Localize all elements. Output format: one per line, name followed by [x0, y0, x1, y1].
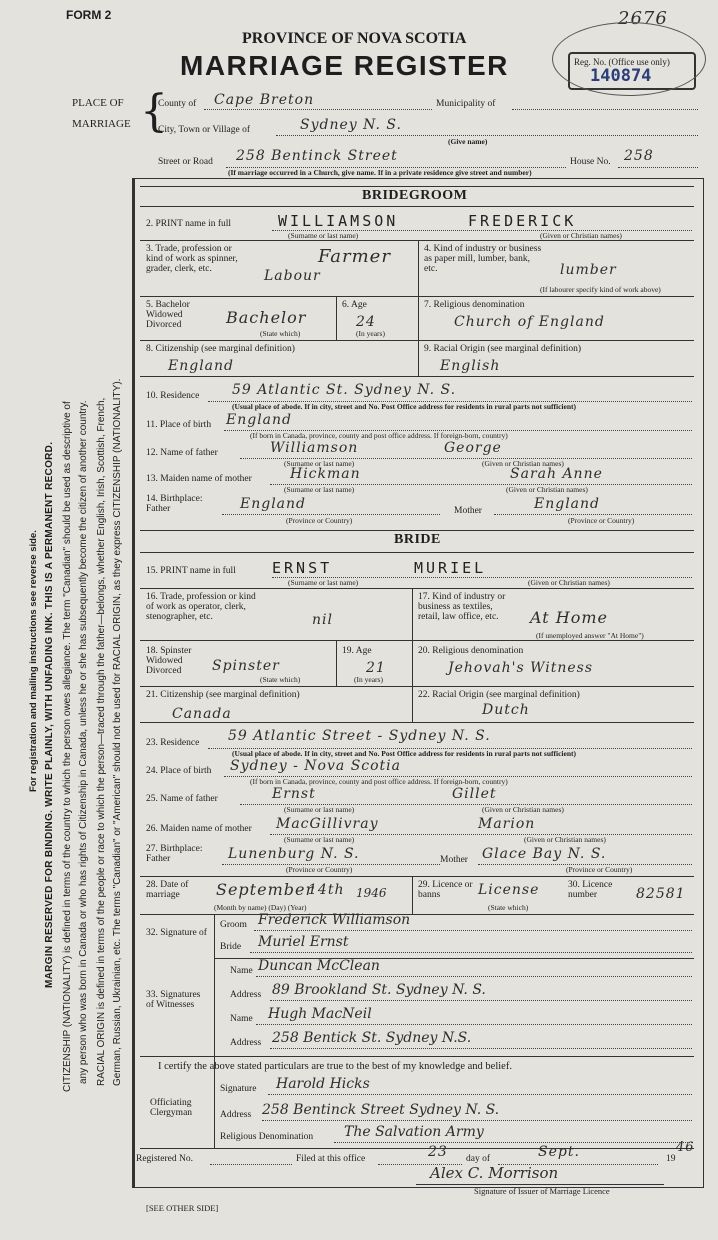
bride-given: MURIEL [414, 559, 487, 577]
reg-number-label: Reg. No. (Office use only) [574, 57, 670, 67]
groom-status-label: 5. Bachelor Widowed Divorced [146, 300, 190, 330]
groom-mother-bp-caption: (Province or Country) [568, 516, 635, 525]
groom-father-label: 12. Name of father [146, 448, 218, 458]
bride-father-given-caption: (Given or Christian names) [482, 805, 564, 814]
bride-racial-label: 22. Racial Origin (see marginal definition) [418, 690, 580, 700]
bride-mother-bp-caption: (Province or Country) [566, 865, 633, 874]
groom-father-surname-caption: (Surname or last name) [284, 459, 355, 468]
licence-label: 29. Licence or banns [418, 880, 473, 900]
bride-birthplace: Sydney - Nova Scotia [230, 758, 401, 774]
witness-label: 33. Signatures of Witnesses [146, 990, 201, 1010]
bride-age: 21 [366, 660, 386, 676]
issuer-signature: Alex C. Morrison [430, 1164, 559, 1182]
groom-birthplace-caption: (If born in Canada, province, county and post office address. If foreign-born, country) [250, 431, 508, 440]
clergy-signature: Harold Hicks [276, 1076, 370, 1092]
street-label: Street or Road [158, 157, 213, 167]
clergy-label: Officiating Clergyman [150, 1098, 193, 1118]
bride-surname: ERNST [272, 559, 333, 577]
filed-label: Filed at this office [296, 1154, 366, 1164]
groom-parents-birthplace-label: 14. Birthplace: Father [146, 494, 203, 514]
marriage-year: 1946 [356, 886, 387, 900]
w1-address: 89 Brookland St. Sydney N. S. [272, 982, 486, 998]
year-suffix: 46 [676, 1140, 695, 1155]
bride-industry: At Home [530, 608, 609, 627]
margin-racial-def-2: German, Russian, Ukrainian, etc. The terms "Canadian" or "American" should not be used for RACIAL ORIGIN, as they express CITIZENSHIP (NATIONALITY). [112, 378, 123, 1086]
registered-label: Registered No. [136, 1154, 193, 1164]
issuer-caption: Signature of Issuer of Marriage Licence [474, 1186, 610, 1196]
groom-given: FREDERICK [468, 212, 577, 230]
street-value: 258 Bentinck Street [236, 148, 398, 164]
groom-trade-label: 3. Trade, profession or kind of work as spinner, grader, clerk, etc. [146, 244, 238, 274]
bride-father-bp-caption: (Province or Country) [286, 865, 353, 874]
bride-age-label: 19. Age [342, 646, 372, 656]
year-prefix: 19 [666, 1154, 676, 1164]
groom-age-caption: (In years) [356, 329, 385, 338]
bride-mother-surname: MacGillivray [276, 816, 379, 832]
groom-sig-label: Groom [220, 920, 247, 930]
bride-father-surname: Ernst [272, 786, 316, 802]
certify-text: I certify the above stated particulars are true to the best of my knowledge and belief. [158, 1061, 512, 1072]
groom-religion-label: 7. Religious denomination [424, 300, 525, 310]
groom-status-caption: (State which) [260, 329, 301, 338]
bride-father-label: 25. Name of father [146, 794, 218, 804]
groom-age: 24 [356, 314, 376, 330]
municipality-label: Municipality of [436, 99, 496, 109]
bride-mother-given: Marion [478, 816, 536, 832]
bride-status: Spinster [212, 658, 280, 674]
groom-father-given: George [444, 440, 502, 456]
groom-surname: WILLIAMSON [278, 212, 399, 230]
marriage-month: September [216, 880, 315, 899]
groom-mother-given-caption: (Given or Christian names) [506, 485, 588, 494]
register-title: MARRIAGE REGISTER [180, 50, 509, 81]
clergy-sig-label: Signature [220, 1084, 257, 1094]
bride-racial: Dutch [482, 702, 530, 718]
groom-father-birthplace: England [240, 496, 307, 512]
clergy-address-label: Address [220, 1110, 252, 1120]
bride-religion-label: 20. Religious denomination [418, 646, 524, 656]
groom-residence-caption: (Usual place of abode. If in city, street and No. Post Office address for residents in rural parts not sufficient) [232, 402, 577, 411]
church-note: (If marriage occurred in a Church, give name. If in a private residence give street and number) [228, 168, 532, 177]
house-value: 258 [624, 148, 654, 164]
bride-mother-birthplace: Glace Bay N. S. [482, 846, 607, 862]
groom-mother-surname-caption: (Surname or last name) [284, 485, 355, 494]
bride-status-label: 18. Spinster Widowed Divorced [146, 646, 192, 676]
groom-citizenship: England [168, 358, 235, 374]
date-caption: (Month by name) (Day) (Year) [214, 903, 307, 912]
bride-industry-label: 17. Kind of industry or business as textiles, retail, law office, etc. [418, 592, 506, 622]
bride-mother-bp-label: Mother [440, 855, 468, 865]
bride-sig-label: Bride [220, 942, 242, 952]
licence-type-caption: (State which) [488, 903, 529, 912]
bride-birthplace-label: 24. Place of birth [146, 766, 212, 776]
w1-name: Duncan McClean [258, 958, 380, 974]
bride-father-birthplace: Lunenburg N. S. [228, 846, 360, 862]
see-other-side: [SEE OTHER SIDE] [146, 1203, 219, 1213]
groom-age-label: 6. Age [342, 300, 367, 310]
place-label-2: MARRIAGE [72, 118, 131, 130]
margin-instructions: For registration and mailing instructions see reverse side. [28, 530, 39, 792]
groom-father-surname: Williamson [270, 440, 359, 456]
groom-trade-1: Farmer [318, 246, 391, 267]
groom-racial-label: 9. Racial Origin (see marginal definition) [424, 344, 582, 354]
groom-birthplace-label: 11. Place of birth [146, 420, 212, 430]
province-title: PROVINCE OF NOVA SCOTIA [242, 30, 467, 47]
filed-day-label: day of [466, 1154, 491, 1164]
bride-citizenship-label: 21. Citizenship (see marginal definition) [146, 690, 300, 700]
groom-mother-birthplace: England [534, 496, 601, 512]
groom-father-given-caption: (Given or Christian names) [482, 459, 564, 468]
groom-industry: lumber [560, 262, 617, 278]
licence-number: 82581 [636, 886, 686, 902]
bride-age-caption: (In years) [354, 675, 383, 684]
groom-labourer-note: (If labourer specify kind of work above) [540, 285, 661, 294]
bride-mother-given-caption: (Given or Christian names) [524, 835, 606, 844]
w2-name-label: Name [230, 1014, 253, 1024]
bride-name-label: 15. PRINT name in full [146, 566, 236, 576]
bride-father-surname-caption: (Surname or last name) [284, 805, 355, 814]
bride-trade-label: 16. Trade, profession or kind of work as operator, clerk, stenographer, etc. [146, 592, 256, 622]
groom-racial: English [440, 358, 501, 374]
groom-mother-surname: Hickman [290, 466, 361, 482]
bride-mother-label: 26. Maiden name of mother [146, 824, 252, 834]
groom-mother-given: Sarah Anne [510, 466, 603, 482]
w2-address: 258 Bentick St. Sydney N.S. [272, 1030, 472, 1046]
groom-father-bp-caption: (Province or Country) [286, 516, 353, 525]
reg-number-circle [552, 22, 706, 96]
groom-signature: Frederick Williamson [258, 912, 411, 928]
groom-section-title: BRIDEGROOM [362, 188, 468, 203]
city-label: City, Town or Village of [158, 125, 250, 135]
groom-residence: 59 Atlantic St. Sydney N. S. [232, 382, 457, 398]
county-value: Cape Breton [214, 92, 315, 108]
margin-citizenship-def-2: any person who was born in Canada or who has rights of Citizenship in Canada, unless he or she has subsequently become the citizen of another country. [78, 400, 89, 1084]
groom-name-label: 2. PRINT name in full [146, 219, 232, 229]
place-brace: { [140, 86, 168, 137]
place-label-1: PLACE OF [72, 97, 124, 109]
bride-religion: Jehovah's Witness [448, 660, 594, 676]
margin-warning: MARGIN RESERVED FOR BINDING. WRITE PLAINLY, WITH UNFADING INK. THIS IS A PERMANENT RECORD. [44, 441, 55, 988]
clergy-denomination: The Salvation Army [344, 1124, 484, 1140]
bride-parents-birthplace-label: 27. Birthplace: Father [146, 844, 203, 864]
bride-trade: nil [312, 612, 333, 628]
date-label: 28. Date of marriage [146, 880, 189, 900]
groom-citizenship-label: 8. Citizenship (see marginal definition) [146, 344, 295, 354]
county-label: County of [158, 99, 197, 109]
house-label: House No. [570, 157, 611, 167]
bride-status-caption: (State which) [260, 675, 301, 684]
bride-section-title: BRIDE [394, 532, 441, 547]
corner-number: 2676 [618, 8, 668, 29]
groom-surname-caption: (Surname or last name) [288, 231, 359, 240]
form-number: FORM 2 [66, 8, 112, 22]
give-name-caption: (Give name) [448, 137, 488, 146]
bride-residence-caption: (Usual place of abode. If in city, street and No. Post Office address for residents in rural parts not sufficient) [232, 749, 577, 758]
groom-industry-label: 4. Kind of industry or business as paper mill, lumber, bank, etc. [424, 244, 542, 274]
bride-residence: 59 Atlantic Street - Sydney N. S. [228, 728, 491, 744]
bride-citizenship: Canada [172, 706, 232, 722]
w2-address-label: Address [230, 1038, 262, 1048]
bride-given-caption: (Given or Christian names) [528, 578, 610, 587]
reg-number-value: 140874 [590, 66, 652, 86]
bride-residence-label: 23. Residence [146, 738, 200, 748]
marriage-day: 14th [308, 882, 345, 898]
groom-given-caption: (Given or Christian names) [540, 231, 622, 240]
w1-address-label: Address [230, 990, 262, 1000]
groom-religion: Church of England [454, 314, 605, 330]
licence-type: License [478, 882, 540, 898]
bride-father-given: Gillet [452, 786, 497, 802]
bride-mother-surname-caption: (Surname or last name) [284, 835, 355, 844]
groom-trade-2: Labour [264, 268, 321, 284]
clergy-address: 258 Bentinck Street Sydney N. S. [262, 1102, 500, 1118]
filed-day: 23 [428, 1144, 448, 1160]
filed-month: Sept. [538, 1144, 580, 1160]
groom-mother-bp-label: Mother [454, 506, 482, 516]
groom-status: Bachelor [226, 308, 307, 327]
groom-birthplace: England [226, 412, 293, 428]
w1-name-label: Name [230, 966, 253, 976]
bride-birthplace-caption: (If born in Canada, province, county and post office address. If foreign-born, country) [250, 777, 508, 786]
bride-signature: Muriel Ernst [258, 934, 349, 950]
bride-surname-caption: (Surname or last name) [288, 578, 359, 587]
groom-mother-label: 13. Maiden name of mother [146, 474, 252, 484]
bride-unemployed-note: (If unemployed answer "At Home") [536, 631, 644, 640]
sig-label: 32. Signature of [146, 928, 207, 938]
groom-residence-label: 10. Residence [146, 391, 200, 401]
licence-number-label: 30. Licence number [568, 880, 613, 900]
clergy-denom-label: Religious Denomination [220, 1132, 314, 1142]
margin-citizenship-def-1: CITIZENSHIP (NATIONALITY) is defined in terms of the country to which the person owes allegiance. The term "Canadian" should be used as descriptive of [62, 401, 73, 1092]
city-value: Sydney N. S. [300, 117, 402, 133]
margin-racial-def-1: RACIAL ORIGIN is defined in terms of the people or race to which the person—traced through the father—belongs, whether English, Irish, Scottish, French, [96, 397, 107, 1086]
w2-name: Hugh MacNeil [268, 1006, 372, 1022]
